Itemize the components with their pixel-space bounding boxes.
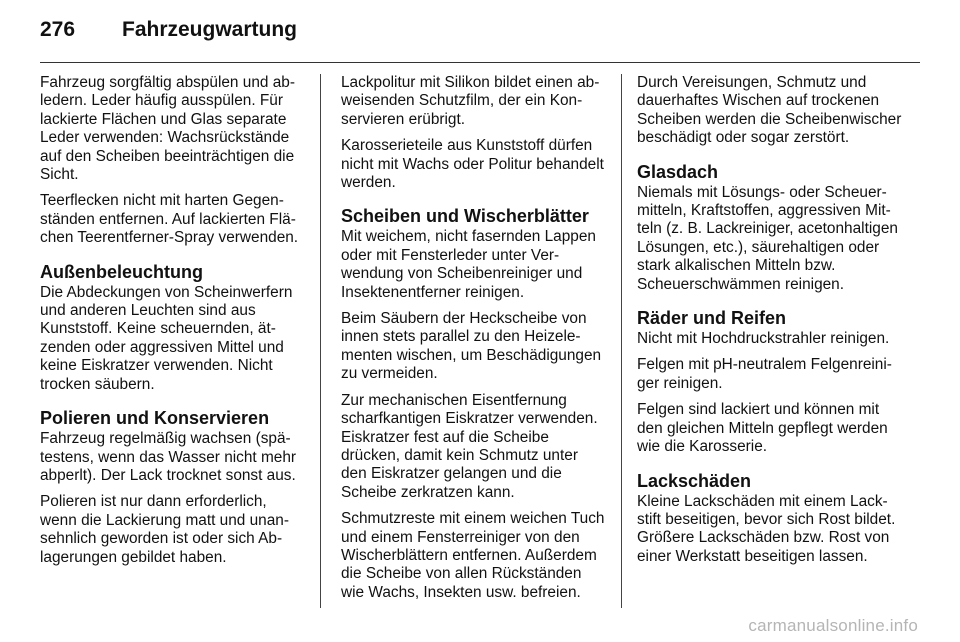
section-heading-raeder: Räder und Reifen (637, 308, 787, 329)
paragraph: Nicht mit Hochdruckstrahler reinigen. (637, 330, 890, 348)
section-heading-aussenbeleuchtung: Außenbeleuchtung (40, 261, 203, 282)
paragraph: Polieren ist nur dann erforderlich, wenn die Lackierung matt und unansehnlich geworden ist oder sich Ablagerungen gebildet haben. (40, 493, 289, 566)
column-divider (621, 74, 622, 608)
section-heading-glasdach: Glasdach (637, 161, 719, 182)
column-divider (320, 74, 321, 608)
paragraph: Beim Säubern der Heckscheibe von innen stets parallel zu den Heizelementen wischen, um Beschädigungen zu vermeiden. (341, 310, 602, 383)
paragraph: Schmutzreste mit einem weichen Tuch und einem Fensterreiniger von den Wischerblättern entfernen. Außerdem die Scheibe von allen Rückständen wie Wachs, Insekten usw. befreien. (341, 510, 605, 601)
watermark: carmanualsonline.info (748, 616, 918, 635)
column-left (40, 74, 306, 608)
section-heading-polieren: Polieren und Konservieren (40, 408, 270, 429)
content-columns (40, 74, 924, 608)
paragraph: Durch Vereisungen, Schmutz und dauerhaftes Wischen auf trockenen Scheiben werden die Scheibenwischer beschädigt oder sogar zerstört. (637, 74, 902, 147)
paragraph: Fahrzeug sorgfältig abspülen und abledern. Leder häufig ausspülen. Für lackierte Flächen und Glas separate Leder verwenden: Wachsrückstände auf den Scheiben beeinträchtigen die Sicht. (40, 74, 295, 184)
section-heading-scheiben: Scheiben und Wischerblätter (341, 206, 589, 227)
paragraph: Felgen mit pH-neutralem Felgenreiniger reinigen. (637, 356, 892, 392)
paragraph: Niemals mit Lösungs- oder Scheuermitteln, Kraftstoffen, aggressiven Mitteln (z. B. Lackreiniger, acetonhaltigen Lösungen, etc.), säurehaltigen oder stark alkalischen Mitteln bzw. Scheuerschwämmen reinigen. (637, 183, 898, 293)
paragraph: Lackpolitur mit Silikon bildet einen abweisenden Schutzfilm, der ein Konservieren erübrigt. (341, 74, 600, 128)
column-middle (341, 74, 607, 608)
paragraph: Zur mechanischen Eisentfernung scharfkantigen Eiskratzer verwenden. Eiskratzer fest auf die Scheibe drücken, damit kein Schmutz unter den Eiskratzer gelangen und die Scheibe zerkratzen kann. (341, 391, 598, 501)
chapter-title: Fahrzeugwartung (122, 18, 298, 41)
column-right (637, 74, 903, 608)
paragraph: Felgen sind lackiert und können mit den gleichen Mitteln gepflegt werden wie die Karosserie. (637, 401, 888, 456)
section-heading-lackschaeden: Lackschäden (637, 470, 752, 491)
header-rule (40, 62, 920, 63)
paragraph: Kleine Lackschäden mit einem Lackstift beseitigen, bevor sich Rost bildet. Größere Lackschäden bzw. Rost von einer Werkstatt beseitigen lassen. (637, 492, 896, 565)
paragraph: Karosserieteile aus Kunststoff dürfen nicht mit Wachs oder Politur behandelt werden. (341, 137, 604, 192)
paragraph: Die Abdeckungen von Scheinwerfern und anderen Leuchten sind aus Kunststoff. Keine scheuernden, ätzenden oder aggressiven Mittel und keine Eiskratzer verwenden. Nicht trocken säubern. (40, 283, 293, 393)
page-number: 276 (40, 18, 76, 41)
page-header (40, 18, 920, 52)
paragraph: Fahrzeug regelmäßig wachsen (spätestens, wenn das Wasser nicht mehr abperlt). Der Lack trocknet sonst aus. (40, 430, 297, 484)
paragraph: Teerflecken nicht mit harten Gegenständen entfernen. Auf lackierten Flächen Teerentferner-Spray verwenden. (40, 192, 299, 247)
paragraph: Mit weichem, nicht fasernden Lappen oder mit Fensterleder unter Verwendung von Scheibenreiniger und Insektenentferner reinigen. (341, 228, 596, 301)
